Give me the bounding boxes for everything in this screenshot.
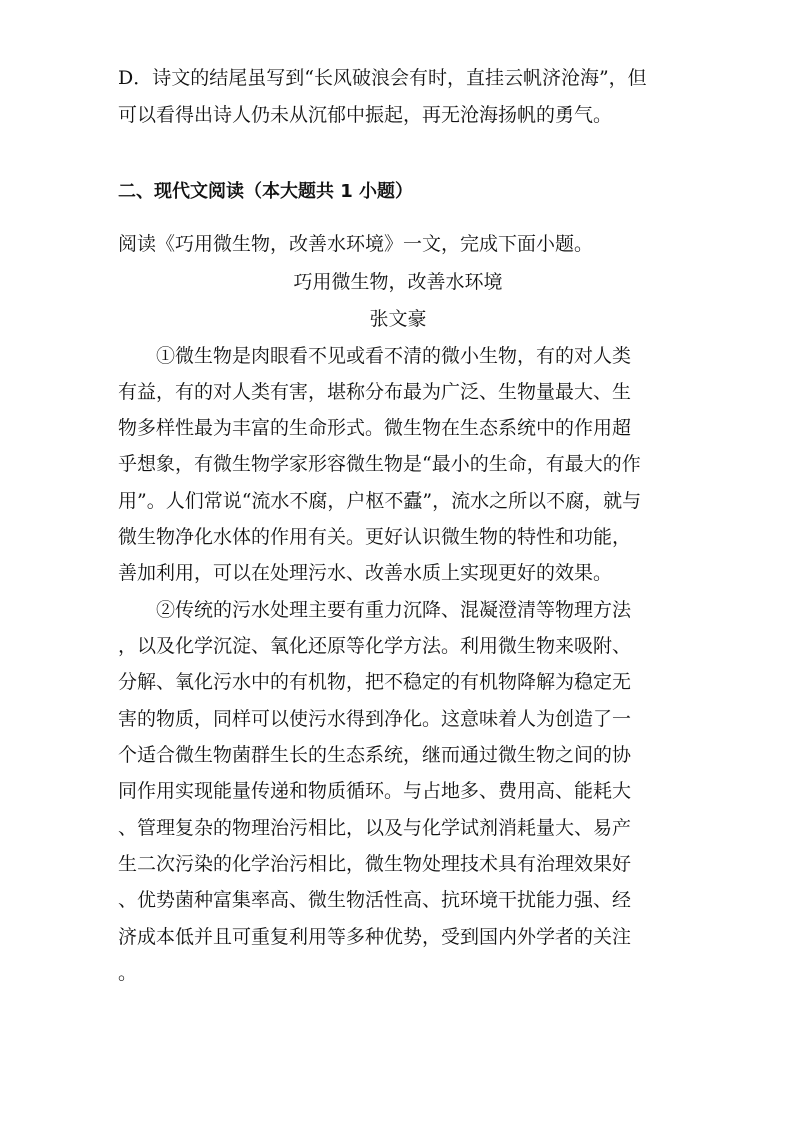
section-heading: 二、现代文阅读（本大题共 1 小题） bbox=[118, 181, 414, 202]
paragraph-line: 个适合微生物菌群生长的生态系统，继而通过微生物之间的协 bbox=[118, 744, 632, 766]
paragraph-line: 分解、氧化污水中的有机物，把不稳定的有机物降解为稳定无 bbox=[118, 671, 632, 693]
paragraph-line: 、管理复杂的物理治污相比，以及与化学试剂消耗量大、易产 bbox=[118, 817, 632, 839]
paragraph-line: ①微生物是肉眼看不见或看不清的微小生物，有的对人类 bbox=[118, 345, 632, 367]
reading-instruction: 阅读《巧用微生物，改善水环境》一文，完成下面小题。 bbox=[118, 233, 594, 255]
paragraph-line: 微生物净化水体的作用有关。更好认识微生物的特性和功能， bbox=[118, 526, 632, 548]
paragraph-line: 、优势菌种富集率高、微生物活性高、抗环境干扰能力强、经 bbox=[118, 889, 632, 911]
paragraph-line: ②传统的污水处理主要有重力沉降、混凝澄清等物理方法 bbox=[118, 599, 632, 621]
paragraph-line: 生二次污染的化学治污相比，微生物处理技术具有治理效果好 bbox=[118, 853, 632, 875]
article-author: 张文豪 bbox=[369, 308, 427, 330]
paragraph-line: 济成本低并且可重复利用等多种优势，受到国内外学者的关注 bbox=[118, 926, 632, 948]
paragraph-line: 同作用实现能量传递和物质循环。与占地多、费用高、能耗大 bbox=[118, 780, 632, 802]
article-title: 巧用微生物，改善水环境 bbox=[293, 271, 503, 293]
option-d-line-2: 可以看得出诗人仍未从沉郁中振起，再无沧海扬帆的勇气。 bbox=[118, 104, 613, 126]
paragraph-line: 有益，有的对人类有害，堪称分布最为广泛、生物量最大、生 bbox=[118, 381, 632, 403]
paragraph-line: 害的物质，同样可以使污水得到净化。这意味着人为创造了一 bbox=[118, 708, 632, 730]
paragraph-line: 用”。人们常说“流水不腐，户枢不蠹”，流水之所以不腐，就与 bbox=[118, 490, 642, 512]
paragraph-line: ，以及化学沉淀、氧化还原等化学方法。利用微生物来吸附、 bbox=[118, 635, 632, 657]
option-d-line-1: D．诗文的结尾虽写到“长风破浪会有时，直挂云帆济沧海”，但 bbox=[118, 67, 647, 89]
paragraph-line: 乎想象，有微生物学家形容微生物是“最小的生命，有最大的作 bbox=[118, 453, 641, 475]
paragraph-line: 物多样性最为丰富的生命形式。微生物在生态系统中的作用超 bbox=[118, 417, 632, 439]
paragraph-line: 善加利用，可以在处理污水、改善水质上实现更好的效果。 bbox=[118, 562, 613, 584]
paragraph-line: 。 bbox=[118, 962, 138, 984]
